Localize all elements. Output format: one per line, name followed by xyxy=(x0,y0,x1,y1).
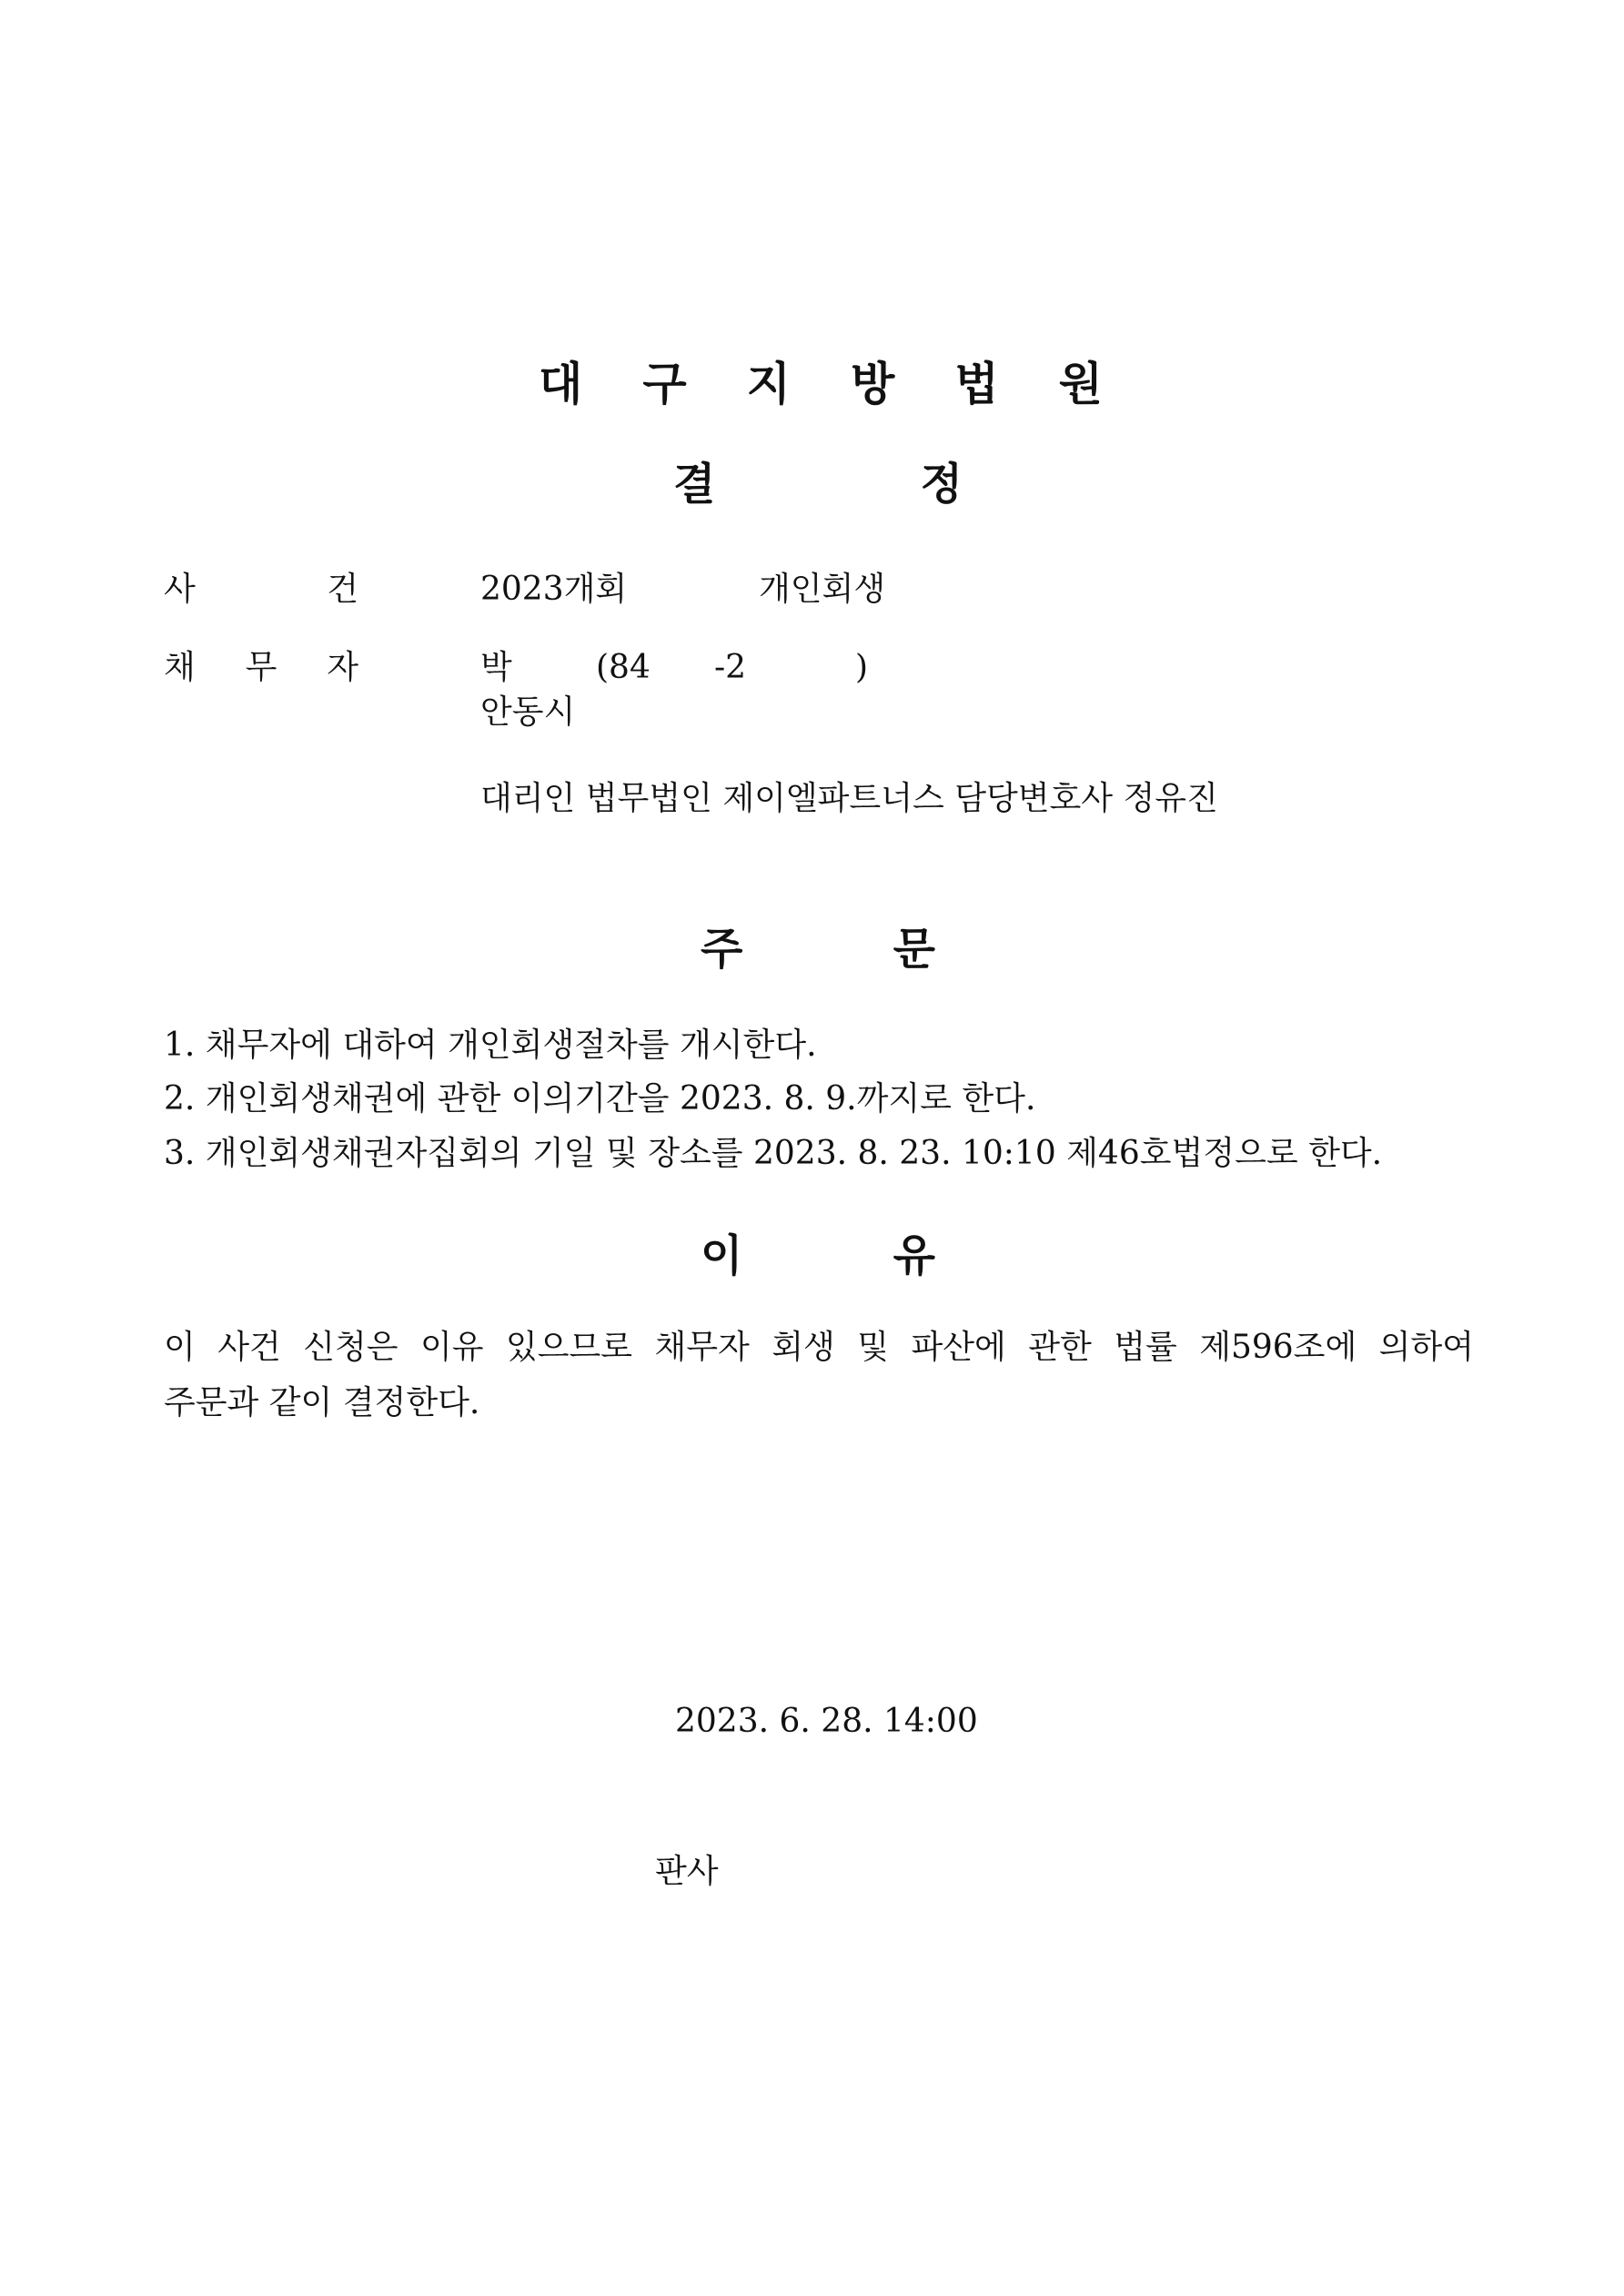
court-name-char: 대 xyxy=(539,358,583,410)
reason-text-line: 이 사건 신청은 이유 있으므로 채무자 회생 및 파산에 관한 법률 제596조에 의하여 xyxy=(164,1329,1474,1366)
case-number: 2023개회 xyxy=(480,571,628,608)
debtor-representative: 대리인 법무법인 제이엘파트너스 담당변호사 정유진 xyxy=(480,780,1218,817)
document-title xyxy=(673,457,963,511)
case-label-char: 사 xyxy=(164,571,196,608)
judge-label: 판사 xyxy=(655,1853,719,1890)
debtor-label xyxy=(164,648,358,688)
debtor-label-char: 자 xyxy=(327,649,358,686)
court-name-char: 구 xyxy=(642,358,687,410)
case-label xyxy=(164,570,358,610)
court-name-char: 법 xyxy=(954,358,999,410)
case-type: 개인회생 xyxy=(759,571,886,608)
order-heading xyxy=(701,922,935,976)
debtor-name: 박 xyxy=(480,649,512,686)
court-name-char: 방 xyxy=(850,358,895,410)
reason-heading-char: 이 xyxy=(701,1230,743,1281)
reason-heading xyxy=(701,1229,935,1283)
order-item: 2. 개인회생채권에 관한 이의기간을 2023. 8. 9.까지로 한다. xyxy=(164,1080,1036,1118)
reason-heading-char: 유 xyxy=(893,1230,935,1281)
document-title-char: 정 xyxy=(920,459,963,510)
reason-text-line: 주문과 같이 결정한다. xyxy=(164,1384,480,1421)
order-heading-char: 주 xyxy=(701,924,743,975)
decision-date: 2023. 6. 28. 14:00 xyxy=(675,1703,978,1740)
court-name xyxy=(539,357,1103,411)
debtor-label-char: 채 xyxy=(164,649,196,686)
document-title-char: 결 xyxy=(673,459,716,510)
case-label-char: 건 xyxy=(327,571,358,608)
court-name-char: 지 xyxy=(746,358,791,410)
debtor-label-char: 무 xyxy=(245,649,277,686)
debtor-id-part: (84 xyxy=(596,649,651,686)
court-name-char: 원 xyxy=(1058,358,1103,410)
order-item: 3. 개인회생채권자집회의 기일 및 장소를 2023. 8. 23. 10:10 제46호법정으로 한다. xyxy=(164,1135,1383,1172)
debtor-id-part: ) xyxy=(855,649,869,686)
debtor-address: 안동시 xyxy=(480,693,576,731)
debtor-id-part: -2 xyxy=(714,649,747,686)
order-heading-char: 문 xyxy=(893,924,935,975)
order-item: 1. 채무자에 대하여 개인회생절차를 개시한다. xyxy=(164,1027,817,1064)
